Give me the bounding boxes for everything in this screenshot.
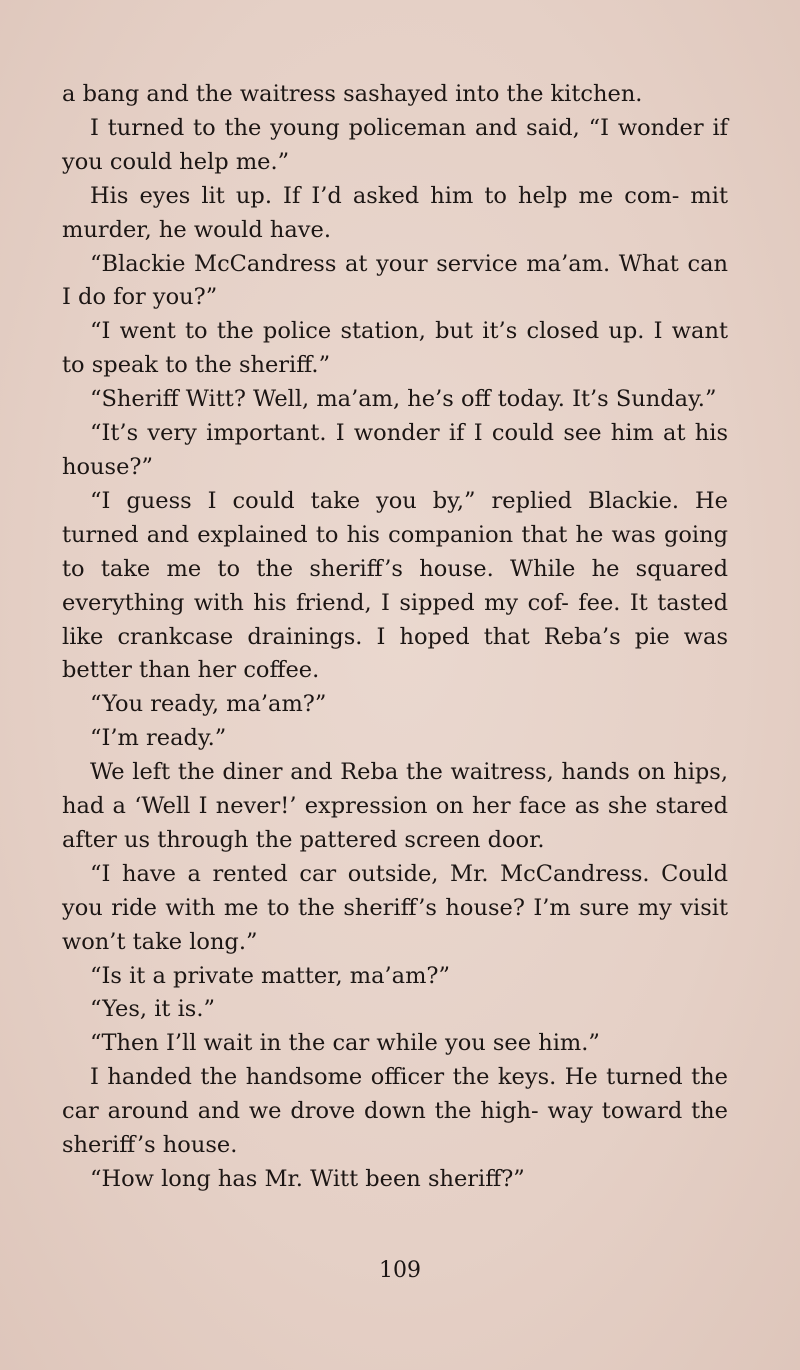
paragraph: “Sheriff Witt? Well, ma’am, he’s off today. It’s Sunday.” xyxy=(90,386,717,413)
paragraph: “I have a rented car outside, Mr. McCandress. Could you ride with me to the sheriff’s house? I’m sure my visit won’t take long.” xyxy=(62,860,728,955)
paragraph: “How long has Mr. Witt been sheriff?” xyxy=(90,1166,525,1192)
paragraph: We left the diner and Reba the waitress, hands on hips, had a ‘Well I never!’ expression on her face as she stared after us through the pattered screen door. xyxy=(62,759,728,853)
paragraph: His eyes lit up. If I’d asked him to help me com- mit murder, he would have. xyxy=(62,182,728,243)
paragraph: “Blackie McCandress at your service ma’am. What can I do for you?” xyxy=(62,250,728,311)
paragraph: “I’m ready.” xyxy=(90,725,227,752)
paragraph: “I went to the police station, but it’s closed up. I want to speak to the sheriff.” xyxy=(62,318,728,379)
paragraph: “I guess I could take you by,” replied Blackie. He turned and explained to his companion that he was going to take me to the sheriff’s house. While he squared everything with his friend, I sipped my cof- fee. It tasted like crankcase drainings. I hoped that Reba’s pie was better than her coffee. xyxy=(62,487,728,684)
paragraph: “You ready, ma’am?” xyxy=(90,691,327,718)
paragraph: “Is it a private matter, ma’am?” xyxy=(90,962,450,989)
paragraph: “Then I’ll wait in the car while you see him.” xyxy=(90,1030,600,1057)
paragraph: “It’s very important. I wonder if I could see him at his house?” xyxy=(62,420,728,480)
paragraph: “Yes, it is.” xyxy=(90,996,215,1023)
body-text xyxy=(62,78,728,1197)
paragraph: a bang and the waitress sashayed into the kitchen. xyxy=(62,81,643,107)
paragraph: I handed the handsome officer the keys. He turned the car around and we drove down the high- way toward the sheriff’s house. xyxy=(62,1064,728,1159)
paragraph: I turned to the young policeman and said, “I wonder if you could help me.” xyxy=(62,114,728,175)
page-number: 109 xyxy=(379,1258,421,1283)
